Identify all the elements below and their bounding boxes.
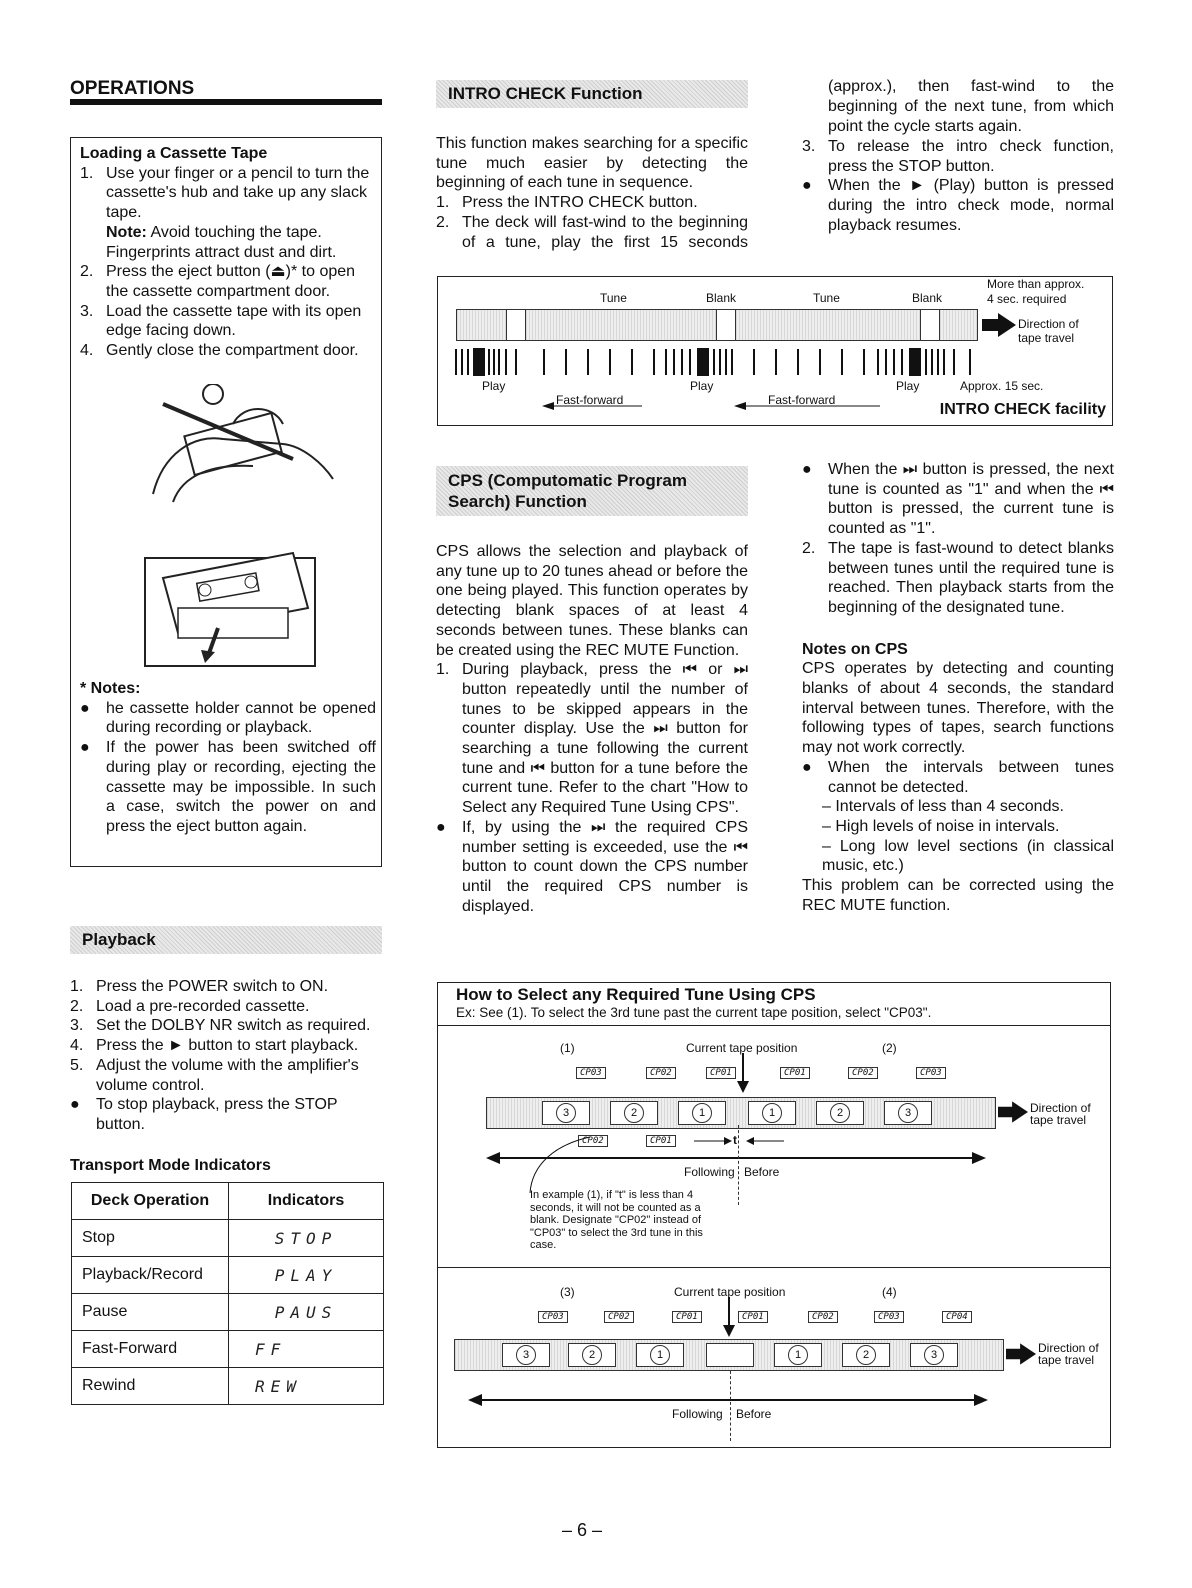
list-item: 3. Set the DOLBY NR switch as required. xyxy=(70,1017,371,1035)
list-item: ● When the intervals between tunes cannot be detected. xyxy=(802,758,1114,796)
list-item: 3. Load the cassette tape with its open edge facing down. xyxy=(80,302,362,340)
approx-label: Approx. 15 sec. xyxy=(960,379,1044,393)
arrow-left-icon xyxy=(542,401,642,411)
list-item: – High levels of noise in intervals. xyxy=(822,817,1060,835)
current-position-arrow xyxy=(736,1053,750,1093)
play-label: Play xyxy=(690,379,714,393)
howto-title: How to Select any Required Tune Using CPS xyxy=(456,985,816,1004)
example-note: In example (1), if "t" is less than 4 seconds, it will not be counted as a blank. Designate "CP02" instead of "CP03" to select the 3rd tune in this case. xyxy=(530,1189,703,1251)
list-item: ● When the ⏭ button is pressed, the next tune is counted as "1" and when the ⏮ button is pressed, the current tune is counted as "1". xyxy=(802,461,1114,538)
direction-label: Direction of xyxy=(1018,317,1079,331)
list-item: ● If the power has been switched off during play or recording, ejecting the cassette may be impossible. In such a case, switch the power on and press the eject button again. xyxy=(80,739,376,835)
transport-title: Transport Mode Indicators xyxy=(70,1157,271,1174)
list-item: 1. Press the INTRO CHECK button. xyxy=(436,194,698,212)
before-label: Before xyxy=(736,1407,772,1421)
callout-line xyxy=(524,1135,594,1195)
fast-forward-label: Fast-forward xyxy=(768,393,836,407)
play-label: Play xyxy=(896,379,920,393)
list-item: 2. The tape is fast-wound to detect blanks between tunes until the required tune is reached. Then playback starts from the beginning of the designated tune. xyxy=(802,539,1114,616)
tune-number: 3 xyxy=(516,1345,536,1365)
travel-label: tape travel xyxy=(1018,331,1075,345)
tune-number: 2 xyxy=(582,1345,602,1365)
tune-number: 2 xyxy=(830,1103,850,1123)
current-position-label: Current tape position xyxy=(674,1285,786,1299)
cps-code: CP04 xyxy=(942,1311,972,1323)
operations-rule xyxy=(70,99,382,105)
cps-code: CP01 xyxy=(646,1135,676,1147)
tune-number: 3 xyxy=(924,1345,944,1365)
cps-code: CP01 xyxy=(672,1311,702,1323)
page-number: – 6 – xyxy=(562,1520,603,1540)
tune-number: 1 xyxy=(650,1345,670,1365)
cps-code: CP03 xyxy=(874,1311,904,1323)
intro-step2: 2. The deck will fast-wind to the beginning of a tune, play the first 15 seconds xyxy=(436,214,748,251)
cps-code: CP02 xyxy=(604,1311,634,1323)
cps-code: CP01 xyxy=(706,1067,736,1079)
playback-title: Playback xyxy=(70,926,382,954)
table-row: Playback/Record PLAY xyxy=(72,1257,384,1294)
intro-facility-label: INTRO CHECK facility xyxy=(939,401,1106,418)
cps-title: CPS (Computomatic Program Search) Function xyxy=(436,466,748,516)
direction-label: Direction of xyxy=(1038,1341,1099,1355)
list-item: 4. Gently close the compartment door. xyxy=(80,342,359,360)
list-item: Note: Avoid touching the tape. Fingerprints attract dust and dirt. xyxy=(106,223,337,261)
arrow-left-icon xyxy=(734,401,880,411)
playback-steps xyxy=(70,977,384,1135)
diagram-label: (4) xyxy=(882,1285,897,1299)
list-item: 4. Press the ► button to start playback. xyxy=(70,1037,359,1055)
notes-title: * Notes: xyxy=(80,680,141,697)
tune-label: Tune xyxy=(600,291,627,305)
diagram-label: (2) xyxy=(882,1041,897,1055)
tune-number: 1 xyxy=(692,1103,712,1123)
table-row: Rewind REW xyxy=(72,1368,384,1405)
intro-title: INTRO CHECK Function xyxy=(436,80,748,108)
list-item: – Long low level sections (in classical music, etc.) xyxy=(822,837,1114,875)
list-item: 2. Load a pre-recorded cassette. xyxy=(70,997,310,1015)
list-item: 5. Adjust the volume with the amplifier's volume control. xyxy=(70,1056,359,1094)
current-position-arrow xyxy=(722,1297,736,1337)
intro-check-diagram xyxy=(437,276,1113,426)
more-than-label: More than approx. xyxy=(987,277,1085,291)
tune-number: 1 xyxy=(762,1103,782,1123)
fast-forward-label: Fast-forward xyxy=(556,393,624,407)
list-item: – Intervals of less than 4 seconds. xyxy=(822,798,1064,816)
direction-label: Direction of xyxy=(1030,1101,1091,1115)
cps-code: CP03 xyxy=(538,1311,568,1323)
intro-text-col2 xyxy=(802,137,1114,236)
howto-subtitle: Ex: See (1). To select the 3rd tune past the current tape position, select "CP03". xyxy=(456,1005,932,1020)
diagram-label: (1) xyxy=(560,1041,575,1055)
t-label: t xyxy=(733,1133,737,1147)
diagram-label: (3) xyxy=(560,1285,575,1299)
tune-number: 3 xyxy=(898,1103,918,1123)
loading-box xyxy=(70,137,382,867)
transport-table xyxy=(71,1182,384,1405)
following-label: Following xyxy=(684,1165,735,1179)
list-item: 2. Press the eject button (⏏)* to open the cassette compartment door. xyxy=(80,263,356,300)
tune-number: 1 xyxy=(788,1345,808,1365)
list-item: 1. Use your finger or a pencil to turn the cassette's hub and take up any slack tape. xyxy=(80,164,370,222)
list-item: ● he cassette holder cannot be opened during recording or playback. xyxy=(80,699,376,737)
intro-text-col1: This function makes searching for a specific tune much easier by detecting the beginning of each tune in sequence. 1. Press the INTRO CHECK button. xyxy=(436,135,748,212)
t-interval-arrows xyxy=(694,1135,784,1147)
operations-title: OPERATIONS xyxy=(70,78,195,99)
table-row: Fast-Forward FF xyxy=(72,1331,384,1368)
list-item: ● When the ► (Play) button is pressed during the intro check mode, normal playback resumes. xyxy=(802,177,1114,234)
cassette-pencil-illustration xyxy=(133,384,343,514)
blank-label: Blank xyxy=(706,291,737,305)
cps-code: CP02 xyxy=(808,1311,838,1323)
cps-code: CP02 xyxy=(578,1135,608,1147)
cps-code: CP02 xyxy=(646,1067,676,1079)
following-label: Following xyxy=(672,1407,723,1421)
arrow-right-icon xyxy=(998,1101,1028,1123)
list-item: 1. During playback, press the ⏮ or ⏭ button repeatedly until the number of tunes to be skipped appears in the counter display. Use the ⏭ button for searching a tune following the current tune and ⏮ button for a tune before the current tune. Refer to the chart "How to Select any Required Tune Using CPS". xyxy=(436,661,748,817)
cps-code: CP02 xyxy=(848,1067,878,1079)
tune-label: Tune xyxy=(813,291,840,305)
cps-code: CP01 xyxy=(780,1067,810,1079)
travel-label: tape travel xyxy=(1038,1353,1095,1367)
cassette-compartment-illustration xyxy=(143,548,323,668)
before-label: Before xyxy=(744,1165,780,1179)
list-item: 3. To release the intro check function, press the STOP button. xyxy=(802,138,1114,175)
tune-number: 3 xyxy=(556,1103,576,1123)
table-row: Pause PAUS xyxy=(72,1294,384,1331)
intro-step2-continued: (approx.), then fast-wind to the beginning of the next tune, from which point the cycle starts again. xyxy=(828,78,1114,135)
table-header: Indicators xyxy=(229,1183,384,1220)
arrow-right-icon xyxy=(982,313,1016,337)
sec-required-label: 4 sec. required xyxy=(987,292,1067,306)
list-item: 1. Press the POWER switch to ON. xyxy=(70,978,329,995)
table-header: Deck Operation xyxy=(72,1183,229,1220)
cps-text-col2: ● When the ⏭ button is pressed, the next tune is counted as "1" and when the ⏮ button is pressed, the current tune is counted as "1". 2. The tape is fast-wound to detect blanks between tunes until the required tune is reached. Then playback starts from the beginning of the designated tune. Notes on CPS CPS operates by detecting and counting blanks of about 4 seconds, the standard interval between tunes. Therefore, with the following types of tapes, search functions may not work correctly. ● When the intervals between tunes cannot be detected. – Intervals of less than 4 seconds. – High levels of noise in intervals. – Long low level sections (in classical music, etc.) This problem can be corrected using the REC MUTE function. xyxy=(802,461,1114,914)
tune-number: 2 xyxy=(624,1103,644,1123)
list-item: ● If, by using the ⏭ the required CPS number setting is exceeded, use the ⏮ button to count down the CPS number until the required CPS number is displayed. xyxy=(436,818,748,915)
cps-notes-title: Notes on CPS xyxy=(802,640,908,658)
tick-marks xyxy=(454,347,984,377)
play-label: Play xyxy=(482,379,506,393)
cps-code: CP01 xyxy=(738,1311,768,1323)
loading-title: Loading a Cassette Tape xyxy=(80,145,268,162)
current-position-label: Current tape position xyxy=(686,1041,798,1055)
table-row: Stop STOP xyxy=(72,1220,384,1257)
list-item: ● To stop playback, press the STOP button. xyxy=(70,1096,338,1133)
cps-code: CP03 xyxy=(916,1067,946,1079)
arrow-right-icon xyxy=(1006,1343,1036,1365)
tune-number: 2 xyxy=(856,1345,876,1365)
how-to-select-box xyxy=(437,982,1111,1448)
blank-label: Blank xyxy=(912,291,943,305)
double-arrow xyxy=(468,1393,988,1407)
cps-text-col1: CPS allows the selection and playback of any tune up to 20 tunes ahead or before the one being played. This function operates by detecting blank spaces of at least 4 seconds between tunes. These blanks can be created using the REC MUTE Function. 1. During playback, press the ⏮ or ⏭ button repeatedly until the number of tunes to be skipped appears in the counter display. Use the ⏭ button for searching a tune following the current tune and ⏮ button for a tune before the current tune. Refer to the chart "How to Select any Required Tune Using CPS". ● If, by using the ⏭ the required CPS number setting is exceeded, use the ⏮ button to count down the CPS number until the required CPS number is displayed. xyxy=(436,543,748,915)
travel-label: tape travel xyxy=(1030,1113,1087,1127)
cps-code: CP03 xyxy=(576,1067,606,1079)
